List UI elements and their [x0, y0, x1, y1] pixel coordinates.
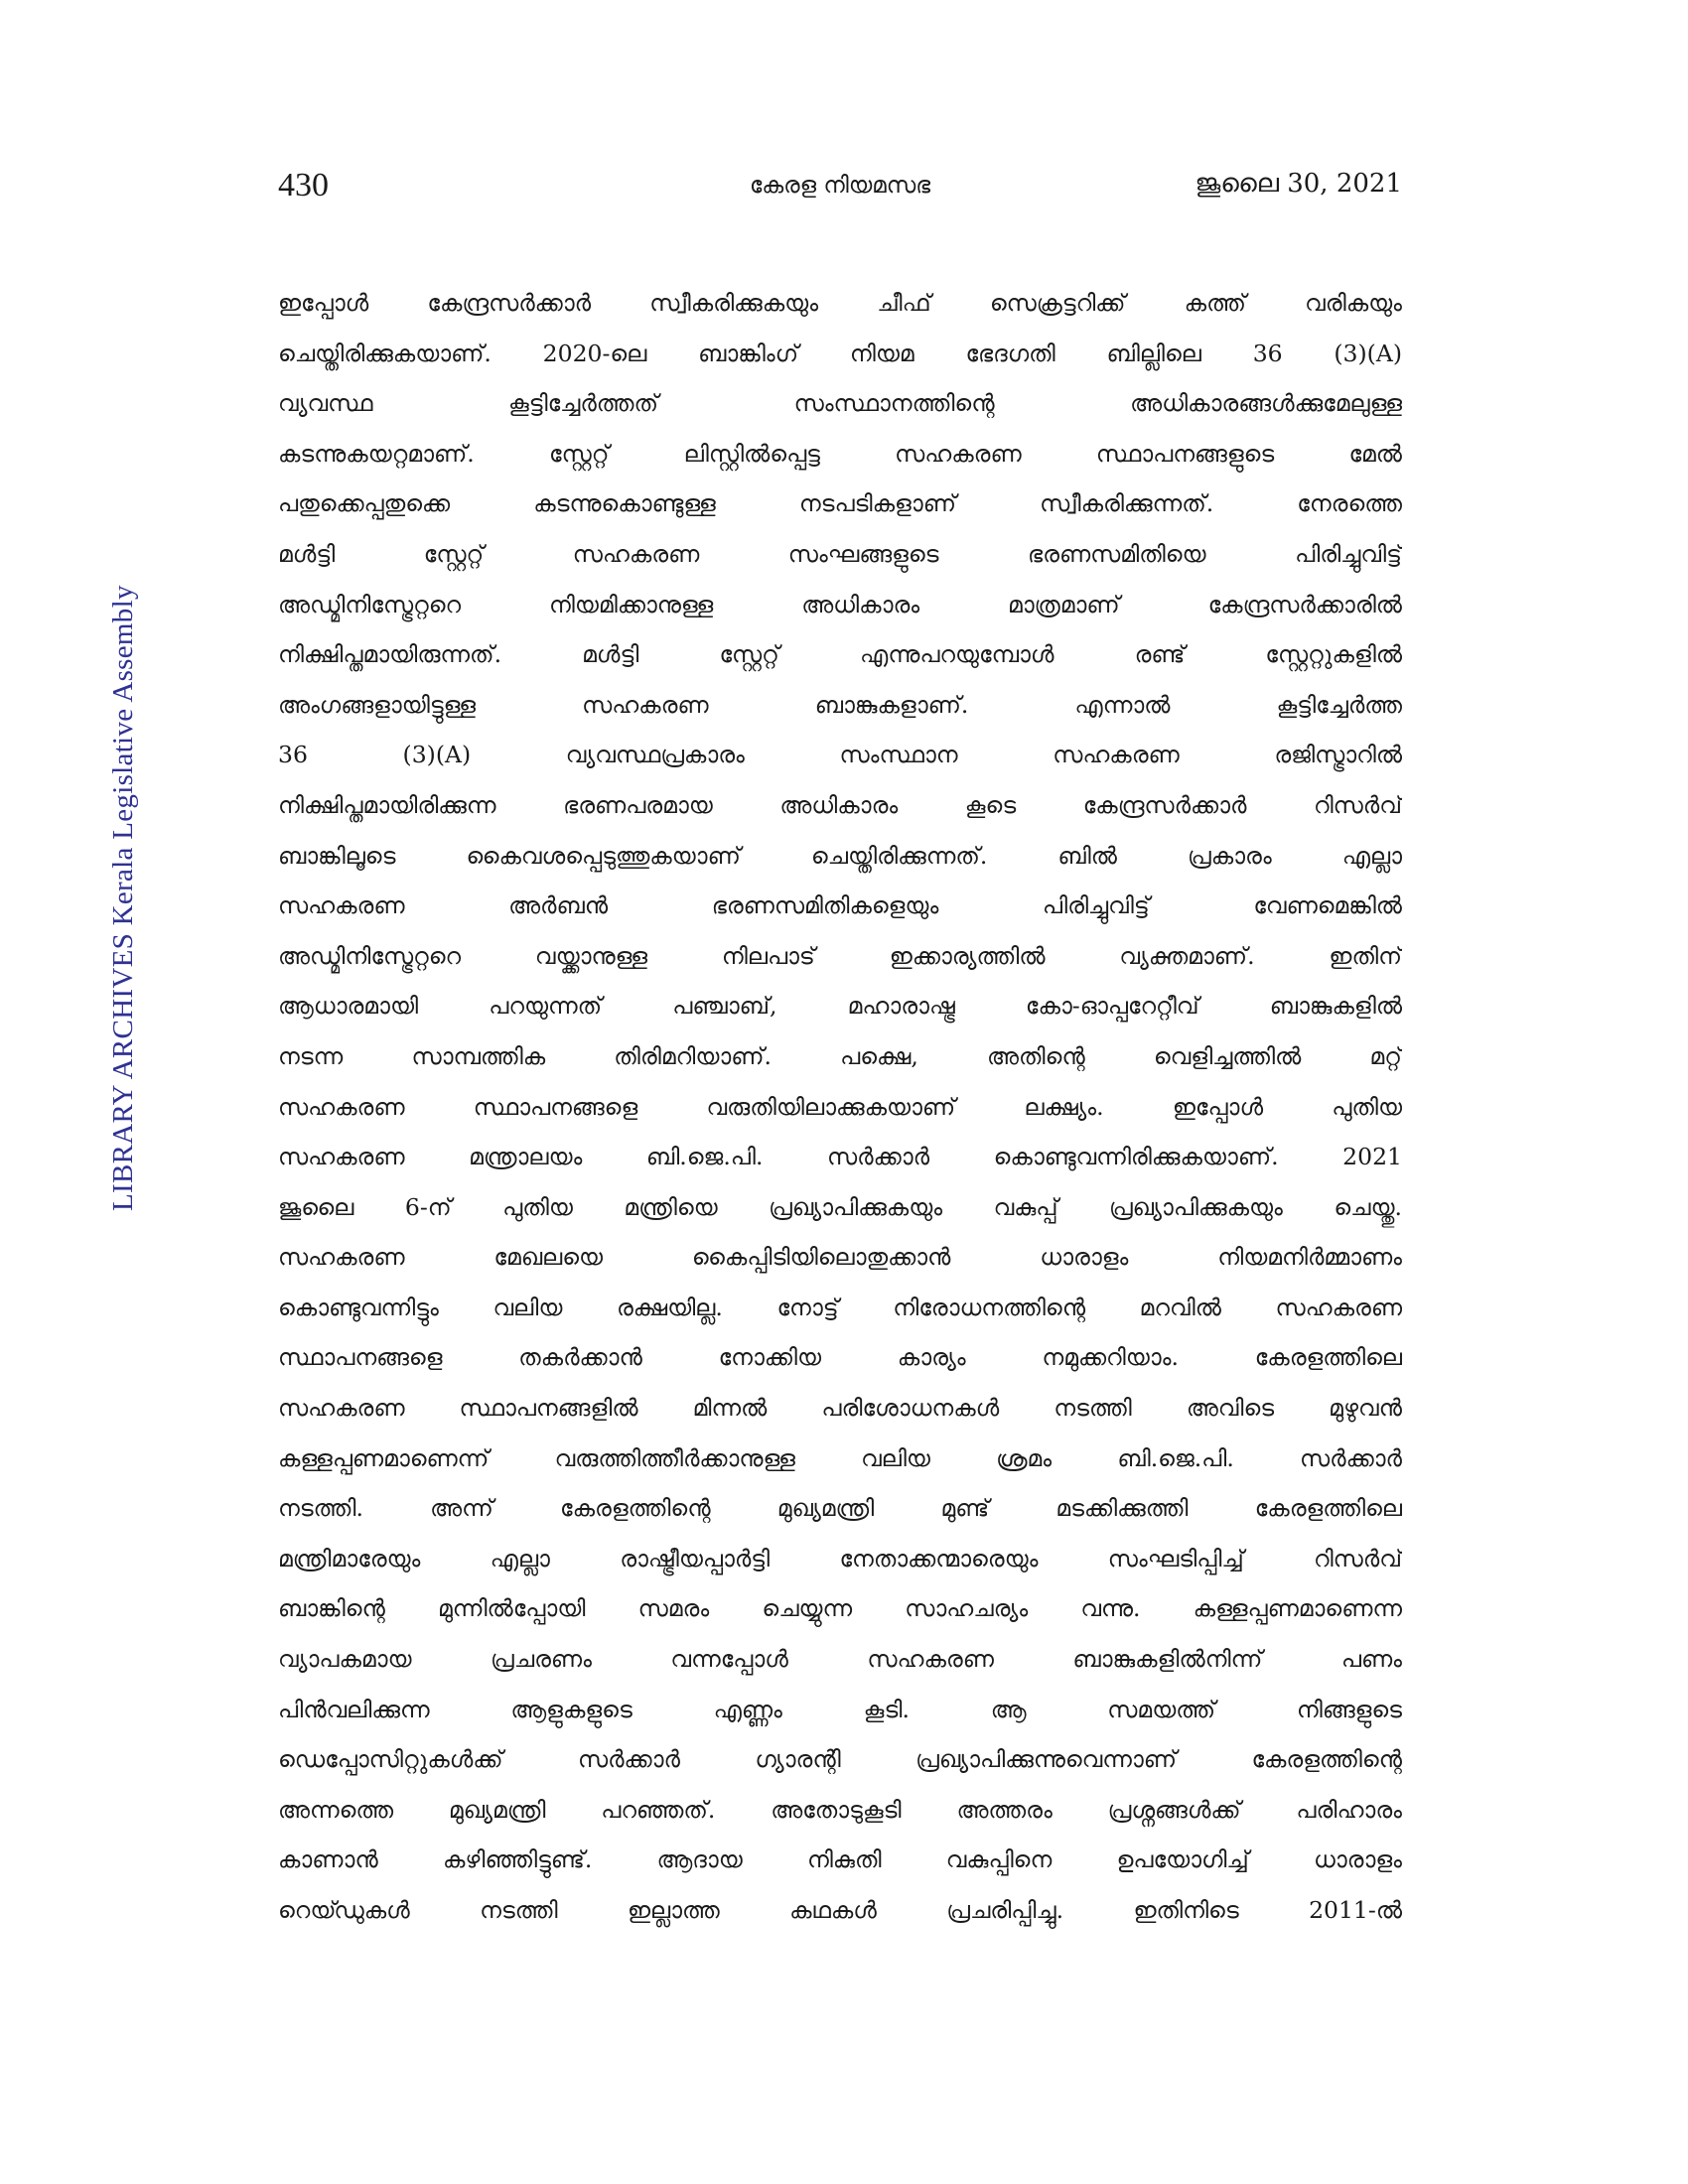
running-title: കേരള നിയമസഭ	[749, 173, 931, 199]
text-line: നടത്തി. അന്ന് കേരളത്തിന്റെ മുഖ്യമന്ത്രി മുണ്ട് മടക്കിക്കുത്തി കേരളത്തിലെ	[278, 1494, 1402, 1523]
text-line: അന്നത്തെ മുഖ്യമന്ത്രി പറഞ്ഞത്. അതോടുകൂടി അത്തരം പ്രശ്നങ്ങൾക്ക് പരിഹാരം	[278, 1795, 1402, 1824]
text-line: 36 (3)(A) വ്യവസ്ഥപ്രകാരം സംസ്ഥാന സഹകരണ രജിസ്ട്രാറിൽ	[278, 741, 1402, 769]
text-line: പതുക്കെപ്പതുക്കെ കടന്നുകൊണ്ടുള്ള നടപടികളാണ് സ്വീകരിക്കുന്നത്. നേരത്തെ	[278, 489, 1402, 518]
text-line: സഹകരണ സ്ഥാപനങ്ങളെ വരുതിയിലാക്കുകയാണ് ലക്ഷ്യം. ഇപ്പോൾ പുതിയ	[278, 1092, 1402, 1121]
text-line: ഇപ്പോൾ കേന്ദ്രസർക്കാർ സ്വീകരിക്കുകയും ചീഫ് സെക്രട്ടറിക്ക് കത്ത് വരികയും	[278, 289, 1402, 317]
header-date: ജൂലൈ 30, 2021	[1195, 169, 1402, 199]
text-line: പിൻവലിക്കുന്ന ആളുകളുടെ എണ്ണം കൂടി. ആ സമയത്ത് നിങ്ങളുടെ	[278, 1695, 1402, 1723]
text-line: വ്യാപകമായ പ്രചരണം വന്നപ്പോൾ സഹകരണ ബാങ്കുകളിൽനിന്ന് പണം	[278, 1645, 1402, 1674]
text-line: നടന്ന സാമ്പത്തിക തിരിമറിയാണ്. പക്ഷെ, അതിന്റെ വെളിച്ചത്തിൽ മറ്റ്	[278, 1041, 1402, 1070]
text-line: മൾട്ടി സ്റ്റേറ്റ് സഹകരണ സംഘങ്ങളുടെ ഭരണസമിതിയെ പിരിച്ചുവിട്ട്	[278, 539, 1402, 568]
text-line: കള്ളപ്പണമാണെന്ന് വരുത്തിത്തീർക്കാനുള്ള വലിയ ശ്രമം ബി.ജെ.പി. സർക്കാർ	[278, 1443, 1402, 1472]
text-line: വ്യവസ്ഥ കൂട്ടിച്ചേർത്തത് സംസ്ഥാനത്തിന്റെ അധികാരങ്ങൾക്കുമേലുള്ള	[278, 389, 1402, 418]
text-line: സ്ഥാപനങ്ങളെ തകർക്കാൻ നോക്കിയ കാര്യം നമുക്കറിയാം. കേരളത്തിലെ	[278, 1343, 1402, 1372]
text-line: ചെയ്തിരിക്കുകയാണ്. 2020-ലെ ബാങ്കിംഗ് നിയമ ഭേദഗതി ബില്ലിലെ 36 (3)(A)	[278, 339, 1402, 367]
text-line: കാണാൻ കഴിഞ്ഞിട്ടുണ്ട്. ആദായ നികുതി വകുപ്പിനെ ഉപയോഗിച്ച് ധാരാളം	[278, 1845, 1402, 1874]
text-line: അഡ്മിനിസ്ട്രേറ്ററെ വയ്ക്കാനുള്ള നിലപാട് ഇക്കാര്യത്തിൽ വ്യക്തമാണ്. ഇതിന്	[278, 941, 1402, 970]
text-line: ജൂലൈ 6-ന് പുതിയ മന്ത്രിയെ പ്രഖ്യാപിക്കുകയും വകുപ്പ് പ്രഖ്യാപിക്കുകയും ചെയ്തു.	[278, 1192, 1402, 1221]
page-header	[278, 167, 1402, 206]
text-line: ബാങ്കിന്റെ മുന്നിൽപ്പോയി സമരം ചെയ്യുന്ന സാഹചര്യം വന്നു. കള്ളപ്പണമാണെന്ന	[278, 1594, 1402, 1623]
text-line: സഹകരണ സ്ഥാപനങ്ങളിൽ മിന്നൽ പരിശോധനകൾ നടത്തി അവിടെ മുഴുവൻ	[278, 1394, 1402, 1423]
text-line: ബാങ്കിലൂടെ കൈവശപ്പെടുത്തുകയാണ് ചെയ്തിരിക്കുന്നത്. ബിൽ പ്രകാരം എല്ലാ	[278, 841, 1402, 870]
text-line: ഡെപ്പോസിറ്റുകൾക്ക് സർക്കാർ ഗ്യാരന്റി പ്രഖ്യാപിക്കുന്നുവെന്നാണ് കേരളത്തിന്റെ	[278, 1745, 1402, 1774]
text-line: മന്ത്രിമാരേയും എല്ലാ രാഷ്ട്രീയപ്പാർട്ടി നേതാക്കന്മാരെയും സംഘടിപ്പിച്ച് റിസർവ്	[278, 1544, 1402, 1572]
text-line: സഹകരണ മന്ത്രാലയം ബി.ജെ.പി. സർക്കാർ കൊണ്ടുവന്നിരിക്കുകയാണ്. 2021	[278, 1143, 1402, 1171]
text-line: കൊണ്ടുവന്നിട്ടും വലിയ രക്ഷയില്ല. നോട്ട് നിരോധനത്തിന്റെ മറവിൽ സഹകരണ	[278, 1293, 1402, 1321]
text-line: നിക്ഷിപ്തമായിരുന്നത്. മൾട്ടി സ്റ്റേറ്റ് എന്നുപറയുമ്പോൾ രണ്ട് സ്റ്റേറ്റുകളിൽ	[278, 640, 1402, 669]
text-line: നിക്ഷിപ്തമായിരിക്കുന്ന ഭരണപരമായ അധികാരം കൂടെ കേന്ദ്രസർക്കാർ റിസർവ്	[278, 790, 1402, 819]
text-line: റെയ്ഡുകൾ നടത്തി ഇല്ലാത്ത കഥകൾ പ്രചരിപ്പിച്ചു. ഇതിനിടെ 2011-ൽ	[278, 1896, 1402, 1924]
body-text	[278, 278, 1402, 1936]
text-line: സഹകരണ അർബൻ ഭരണസമിതികളെയും പിരിച്ചുവിട്ട് വേണമെങ്കിൽ	[278, 891, 1402, 920]
text-line: അഡ്മിനിസ്ട്രേറ്ററെ നിയമിക്കാനുള്ള അധികാരം മാത്രമാണ് കേന്ദ്രസർക്കാരിൽ	[278, 590, 1402, 618]
text-line: കടന്നുകയറ്റമാണ്. സ്റ്റേറ്റ് ലിസ്റ്റിൽപ്പെട്ട സഹകരണ സ്ഥാപനങ്ങളുടെ മേൽ	[278, 439, 1402, 468]
text-line: അംഗങ്ങളായിട്ടുള്ള സഹകരണ ബാങ്കുകളാണ്. എന്നാൽ കൂട്ടിച്ചേർത്ത	[278, 690, 1402, 719]
text-line: ആധാരമായി പറയുന്നത് പഞ്ചാബ്, മഹാരാഷ്ട്ര കോ-ഓപ്പറേറ്റീവ് ബാങ്കുകളിൽ	[278, 992, 1402, 1021]
text-line: സഹകരണ മേഖലയെ കൈപ്പിടിയിലൊതുക്കാൻ ധാരാളം നിയമനിർമ്മാണം	[278, 1243, 1402, 1272]
page-number: 430	[278, 167, 329, 204]
archive-watermark: LIBRARY ARCHIVES Kerala Legislative Assembly	[107, 585, 139, 1211]
